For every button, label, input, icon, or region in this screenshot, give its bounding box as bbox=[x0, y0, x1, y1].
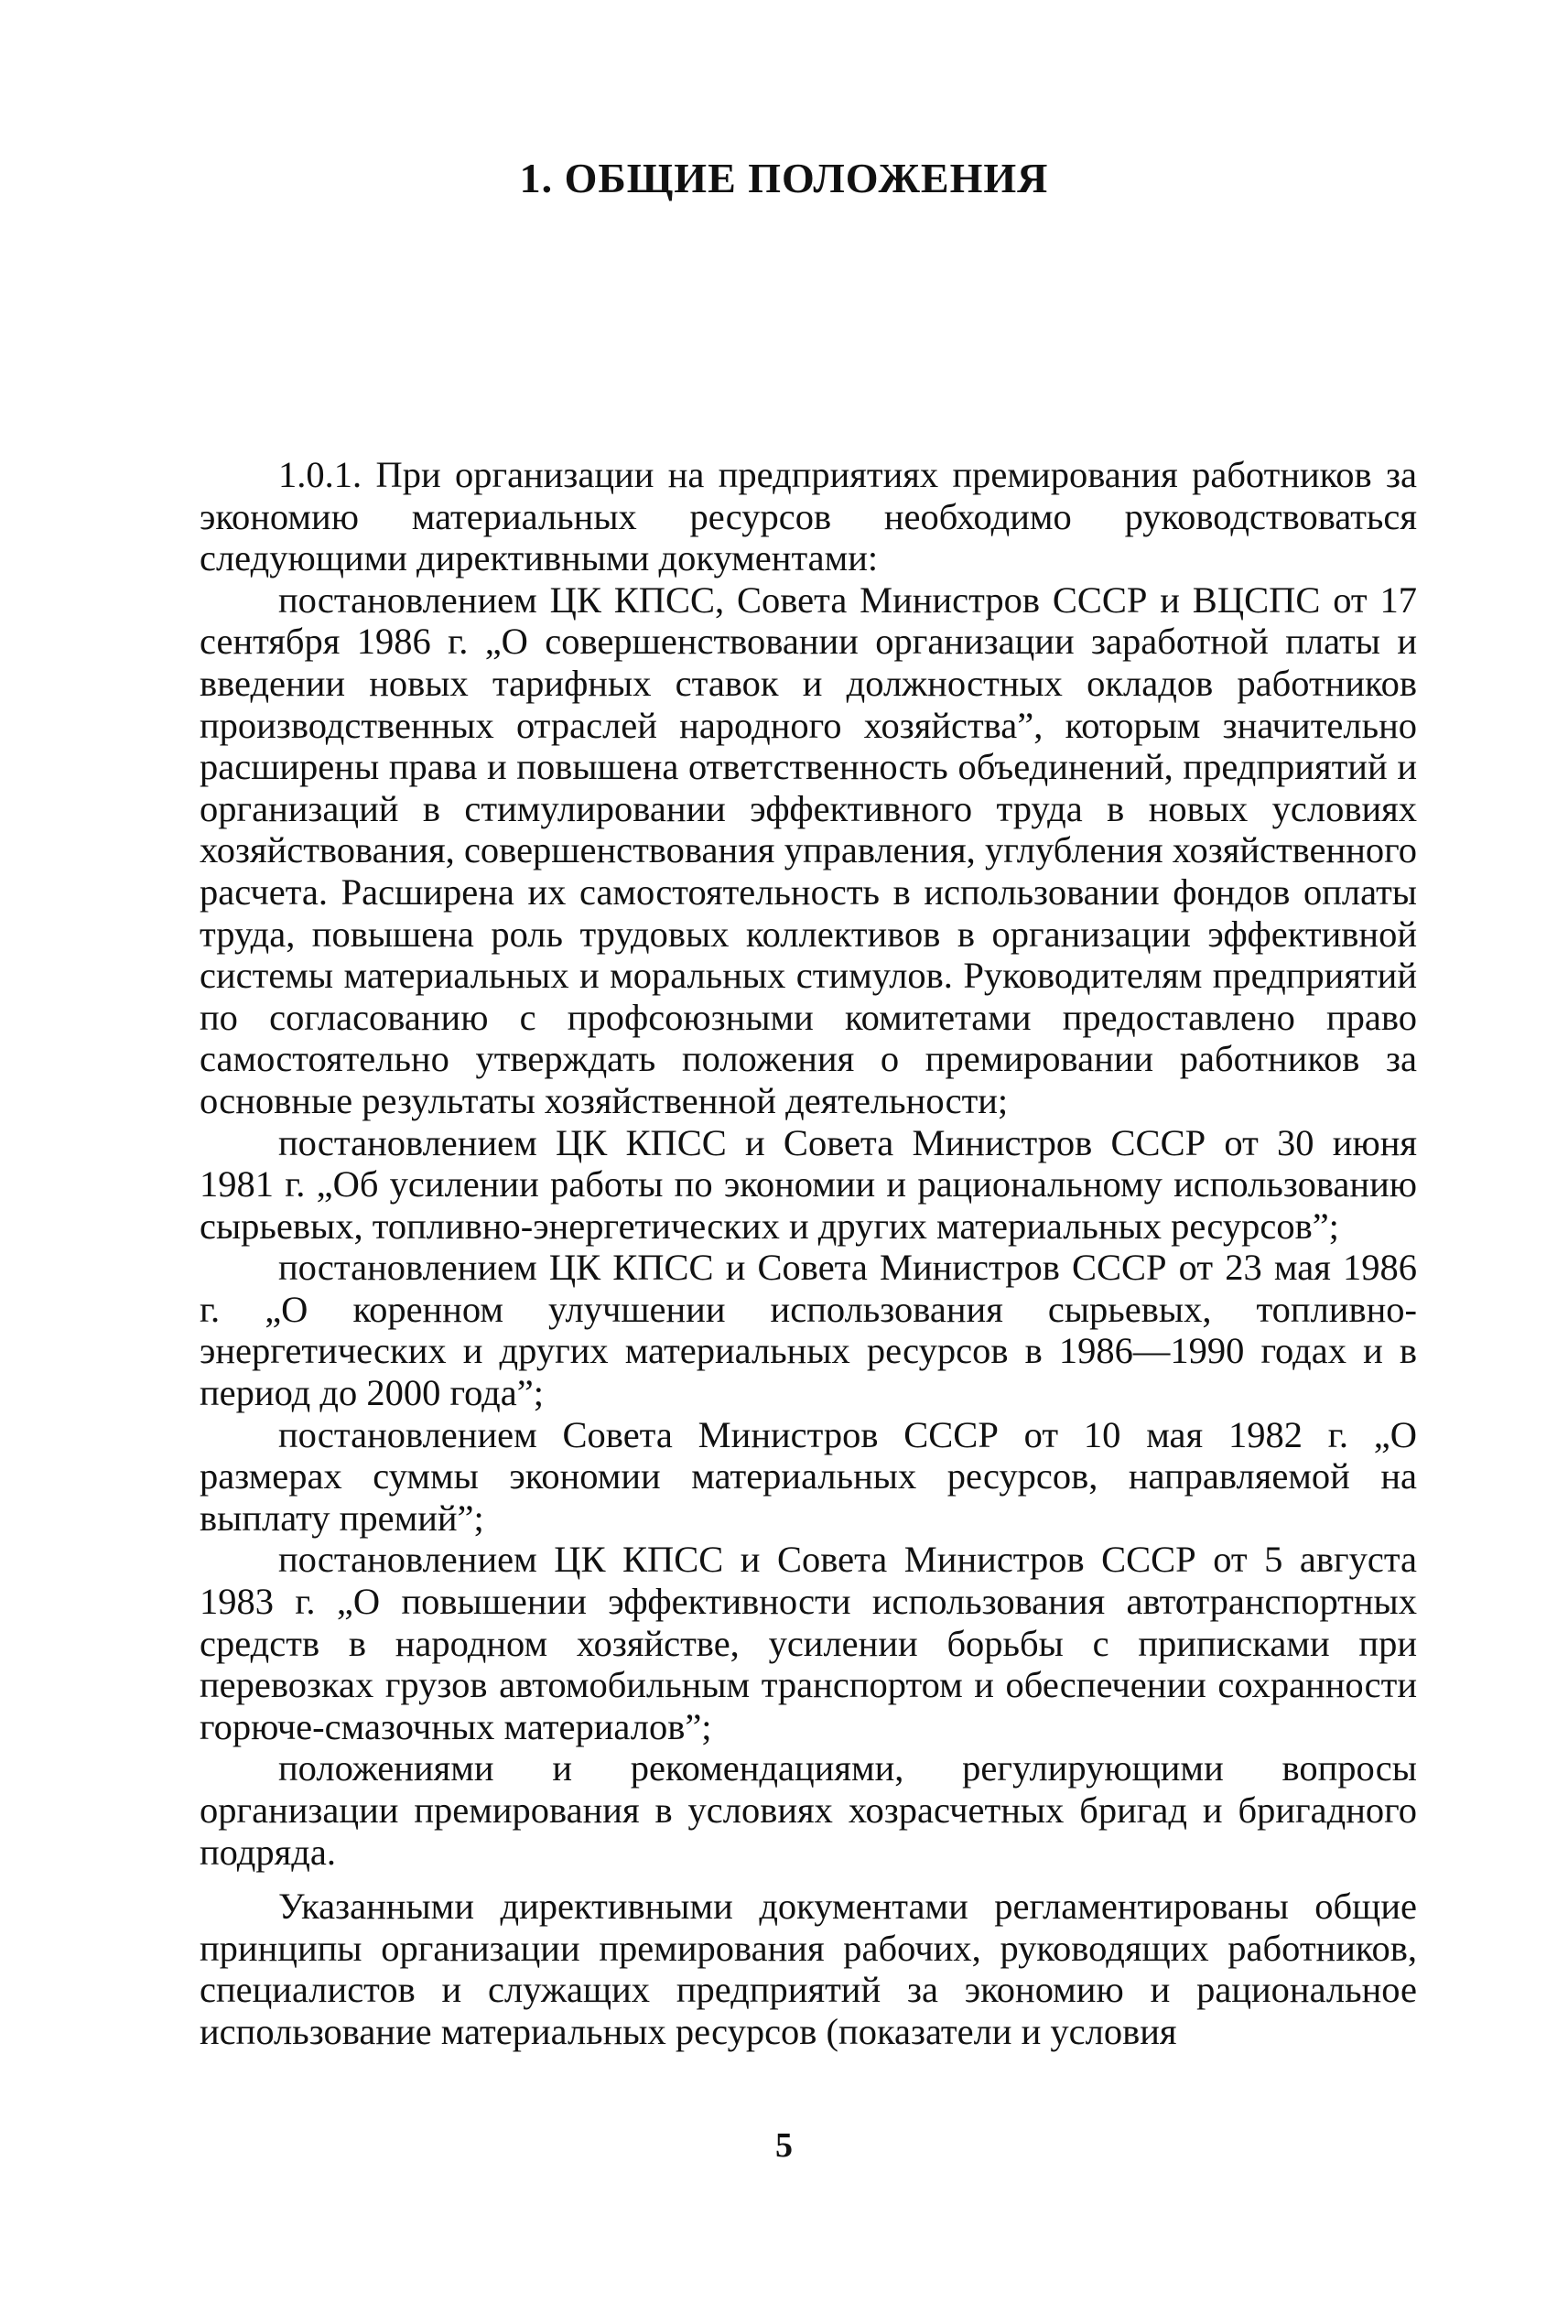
paragraph-decree-1981-06-30: постановлением ЦК КПСС и Совета Министров СССР от 30 июня 1981 г. „Об усилении работы по экономии и рациональному использованию сырьевых, топливно-энергетических и других материальных ресурсов”; bbox=[200, 1121, 1417, 1247]
paragraph-intro: 1.0.1. При организации на предприятиях премирования работников за экономию материальных ресурсов необходимо руководствоваться следующими директивными документами: bbox=[200, 454, 1417, 579]
paragraph-decree-1986-05-23: постановлением ЦК КПСС и Совета Министров СССР от 23 мая 1986 г. „О коренном улучшении использования сырьевых, топливно-энергетических и других материальных ресурсов в 1986—1990 годах и в период до 2000 года”; bbox=[200, 1247, 1417, 1414]
paragraph-brigade-regulations: положениями и рекомендациями, регулирующими вопросы организации премирования в условиях хозрасчетных бригад и бригадного подряда. bbox=[200, 1747, 1417, 1873]
paragraph-summary: Указанными директивными документами регламентированы общие принципы организации премирования рабочих, руководящих работников, специалистов и служащих предприятий за экономию и рациональное использование материальных ресурсов (показатели и условия bbox=[200, 1886, 1417, 2052]
paragraph-decree-1982-05-10: постановлением Совета Министров СССР от 10 мая 1982 г. „О размерах суммы экономии материальных ресурсов, направляемой на выплату премий”; bbox=[200, 1413, 1417, 1539]
paragraph-decree-1983-08-05: постановлением ЦК КПСС и Совета Министров СССР от 5 августа 1983 г. „О повышении эффективности использования автотранспортных средств в народном хозяйстве, усилении борьбы с приписками при перевозках грузов автомобильным транспортом и обеспечении сохранности горюче-смазочных материалов”; bbox=[200, 1539, 1417, 1747]
section-heading: 1. ОБЩИЕ ПОЛОЖЕНИЯ bbox=[519, 155, 1049, 201]
page-number: 5 bbox=[775, 2126, 793, 2165]
paragraph-decree-1986-09-17: постановлением ЦК КПСС, Совета Министров СССР и ВЦСПС от 17 сентября 1986 г. „О совершенствовании организации заработной платы и введении новых тарифных ставок и должностных окладов работников производственных отраслей народного хозяйства”, которым значительно расширены права и повышена ответственность объединений, предприятий и организаций в стимулировании эффективного труда в новых условиях хозяйствования, совершенствования управления, углубления хозяйственного расчета. Расширена их самостоятельность в использовании фондов оплаты труда, повышена роль трудовых коллективов в организации эффективной системы материальных и моральных стимулов. Руководителям предприятий по согласованию с профсоюзными комитетами предоставлено право самостоятельно утверждать положения о премировании работников за основные результаты хозяйственной деятельности; bbox=[200, 578, 1417, 1121]
body-text bbox=[200, 454, 1417, 2053]
